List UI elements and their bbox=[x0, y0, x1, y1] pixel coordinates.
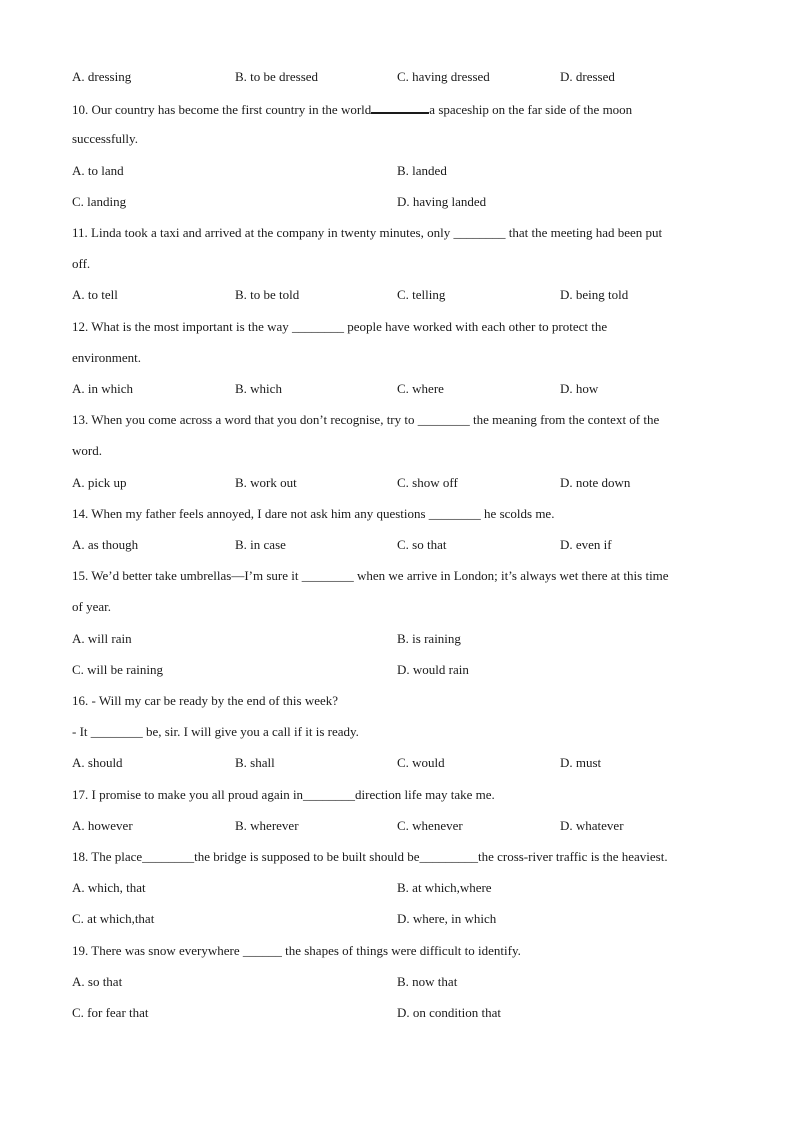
q15-option-b: B. is raining bbox=[397, 631, 461, 646]
q17-option-d: D. whatever bbox=[560, 818, 624, 833]
q13-option-c: C. show off bbox=[397, 475, 458, 490]
q18-stem: 18. The place________the bridge is supposed to be built should be_________the cross-river traffic is the heaviest. bbox=[72, 849, 668, 864]
q13-option-d: D. note down bbox=[560, 475, 631, 490]
q18-option-a: A. which, that bbox=[72, 880, 146, 895]
q12-option-a: A. in which bbox=[72, 381, 134, 396]
q17-stem: 17. I promise to make you all proud again in________direction life may take me. bbox=[72, 787, 495, 802]
q9-option-c: C. having dressed bbox=[397, 69, 490, 84]
q11-option-d: D. being told bbox=[560, 287, 629, 302]
q10-option-c: C. landing bbox=[72, 194, 127, 209]
q16-stem: 16. - Will my car be ready by the end of this week? bbox=[72, 693, 339, 708]
q19-option-d: D. on condition that bbox=[397, 1005, 501, 1020]
q9-option-b: B. to be dressed bbox=[235, 69, 319, 84]
q11-option-a: A. to tell bbox=[72, 287, 118, 302]
q19-stem: 19. There was snow everywhere ______ the shapes of things were difficult to identify. bbox=[72, 943, 521, 958]
q17-option-a: A. however bbox=[72, 818, 133, 833]
q12-option-c: C. where bbox=[397, 381, 444, 396]
q15-option-c: C. will be raining bbox=[72, 662, 163, 677]
q19-option-a: A. so that bbox=[72, 974, 123, 989]
q19-option-c: C. for fear that bbox=[72, 1005, 149, 1020]
q15-option-a: A. will rain bbox=[72, 631, 132, 646]
q16-reply: - It ________ be, sir. I will give you a call if it is ready. bbox=[72, 724, 359, 739]
q15-option-d: D. would rain bbox=[397, 662, 469, 677]
q11-stem-continued: off. bbox=[72, 256, 91, 271]
q10-stem-continued: successfully. bbox=[72, 131, 138, 146]
q10-option-b: B. landed bbox=[397, 163, 447, 178]
q14-option-c: C. so that bbox=[397, 537, 447, 552]
q16-option-d: D. must bbox=[560, 755, 602, 770]
q18-option-b: B. at which,where bbox=[397, 880, 492, 895]
q10-option-a: A. to land bbox=[72, 163, 124, 178]
q15-stem-continued: of year. bbox=[72, 599, 111, 614]
q15-stem: 15. We’d better take umbrellas—I’m sure it ________ when we arrive in London; it’s always wet there at this time bbox=[72, 568, 669, 583]
q10-stem-part-1: 10. Our country has become the first country in the world bbox=[72, 102, 372, 117]
q10-option-d: D. having landed bbox=[397, 194, 487, 209]
q9-option-a: A. dressing bbox=[72, 69, 132, 84]
q13-option-a: A. pick up bbox=[72, 475, 127, 490]
q10-stem-part-2: a spaceship on the far side of the moon bbox=[429, 102, 633, 117]
q17-option-c: C. whenever bbox=[397, 818, 463, 833]
q12-option-b: B. which bbox=[235, 381, 282, 396]
q18-option-d: D. where, in which bbox=[397, 911, 497, 926]
q9-option-d: D. dressed bbox=[560, 69, 615, 84]
q10-stem bbox=[72, 100, 714, 116]
q19-option-b: B. now that bbox=[397, 974, 458, 989]
q14-option-a: A. as though bbox=[72, 537, 139, 552]
q13-option-b: B. work out bbox=[235, 475, 297, 490]
q14-option-b: B. in case bbox=[235, 537, 286, 552]
q11-stem: 11. Linda took a taxi and arrived at the company in twenty minutes, only ________ that the meeting had been put bbox=[72, 225, 663, 240]
q18-option-c: C. at which,that bbox=[72, 911, 155, 926]
q16-option-c: C. would bbox=[397, 755, 445, 770]
q13-stem-continued: word. bbox=[72, 443, 102, 458]
q11-option-c: C. telling bbox=[397, 287, 446, 302]
q12-stem: 12. What is the most important is the way ________ people have worked with each other to protect the bbox=[72, 319, 608, 334]
q14-option-d: D. even if bbox=[560, 537, 612, 552]
q12-option-d: D. how bbox=[560, 381, 599, 396]
q16-option-b: B. shall bbox=[235, 755, 275, 770]
q13-stem: 13. When you come across a word that you don’t recognise, try to ________ the meaning from the context of the bbox=[72, 412, 660, 427]
q10-answer-blank bbox=[371, 100, 429, 114]
q14-stem: 14. When my father feels annoyed, I dare not ask him any questions ________ he scolds me. bbox=[72, 506, 555, 521]
q16-option-a: A. should bbox=[72, 755, 123, 770]
q11-option-b: B. to be told bbox=[235, 287, 300, 302]
q17-option-b: B. wherever bbox=[235, 818, 299, 833]
q12-stem-continued: environment. bbox=[72, 350, 141, 365]
